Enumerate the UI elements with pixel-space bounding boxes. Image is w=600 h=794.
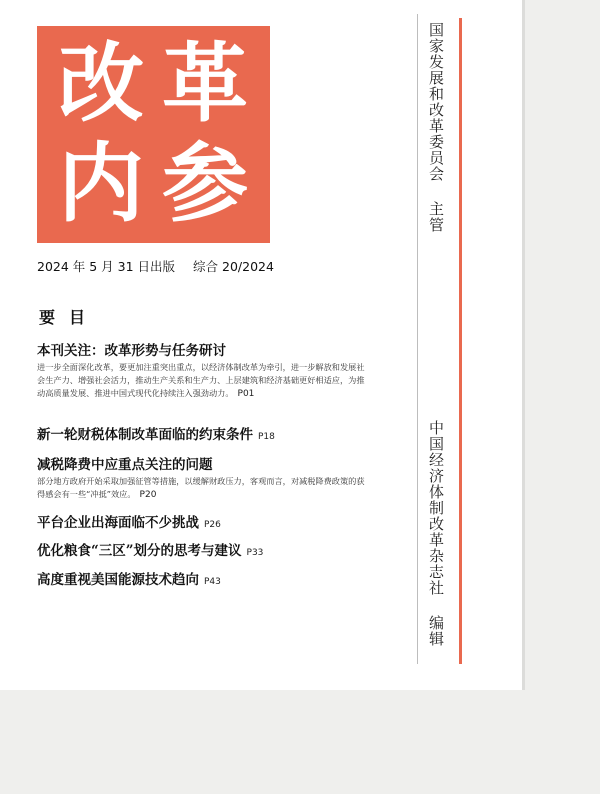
toc-entry-summary: 进一步全面深化改革，要更加注重突出重点，以经济体制改革为牵引，进一步解放和发展社会生产力、增强社会活力，推动生产关系和生产力、上层建筑和经济基础更好相适应，为推动高质量发展、推进中国式现代化持续注入强劲动力。 <box>37 362 365 398</box>
magazine-logo <box>37 26 270 243</box>
logo-char: 参 <box>162 133 248 234</box>
toc-entry-title-text: 平台企业出海面临不少挑战 <box>37 515 199 531</box>
toc-entry-title-text: 高度重视美国能源技术趋向 <box>37 572 199 588</box>
toc-entry-title <box>37 514 221 534</box>
toc-entry[interactable] <box>37 571 221 591</box>
toc-entry-page: P43 <box>204 577 221 587</box>
toc-entry-title-text: 新一轮财税体制改革面临的约束条件 <box>37 427 253 443</box>
toc-entry-title: 减税降费中应重点关注的问题 <box>37 457 213 473</box>
toc-entry[interactable] <box>37 542 263 562</box>
toc-entry-title <box>37 571 221 591</box>
toc-entry[interactable] <box>37 426 275 446</box>
toc-entry-title: 本刊关注：改革形势与任务研讨 <box>37 343 226 359</box>
toc-entry-page: P01 <box>237 389 255 399</box>
toc-heading: 要目 <box>39 308 100 327</box>
toc-entry-title-text: 优化粮食“三区”划分的思考与建议 <box>37 543 242 559</box>
publication-info <box>37 257 274 275</box>
toc-entry-title <box>37 426 275 446</box>
toc-entry[interactable] <box>37 456 367 502</box>
toc-entry-page: P20 <box>139 490 157 500</box>
accent-rule <box>459 18 462 664</box>
toc-entry-page: P26 <box>204 520 221 530</box>
sponsor-text: 国家发展和改革委员会 主管 <box>427 22 445 233</box>
logo-char: 内 <box>58 133 144 234</box>
toc-entry-summary: 部分地方政府开始采取加强征管等措施，以缓解财政压力，客观而言，对减税降费政策的获得感会有一些“冲抵”效应。 <box>37 476 365 499</box>
toc-entry-desc <box>37 475 367 502</box>
toc-entry[interactable] <box>37 514 221 534</box>
logo-char: 改 <box>58 33 144 134</box>
page-edge <box>522 0 525 690</box>
publication-date: 2024 年 5 月 31 日出版 <box>37 259 176 274</box>
issue-number: 综合 20/2024 <box>193 259 274 274</box>
toc-entry-desc <box>37 361 367 401</box>
toc-entry-title <box>37 542 263 562</box>
toc-entry-page: P18 <box>258 432 275 442</box>
toc-entry-page: P33 <box>246 548 264 558</box>
divider-rule <box>417 14 418 664</box>
toc-entry[interactable] <box>37 342 367 401</box>
logo-char: 革 <box>162 33 248 134</box>
editor-text: 中国经济体制改革杂志社 编辑 <box>427 420 445 647</box>
